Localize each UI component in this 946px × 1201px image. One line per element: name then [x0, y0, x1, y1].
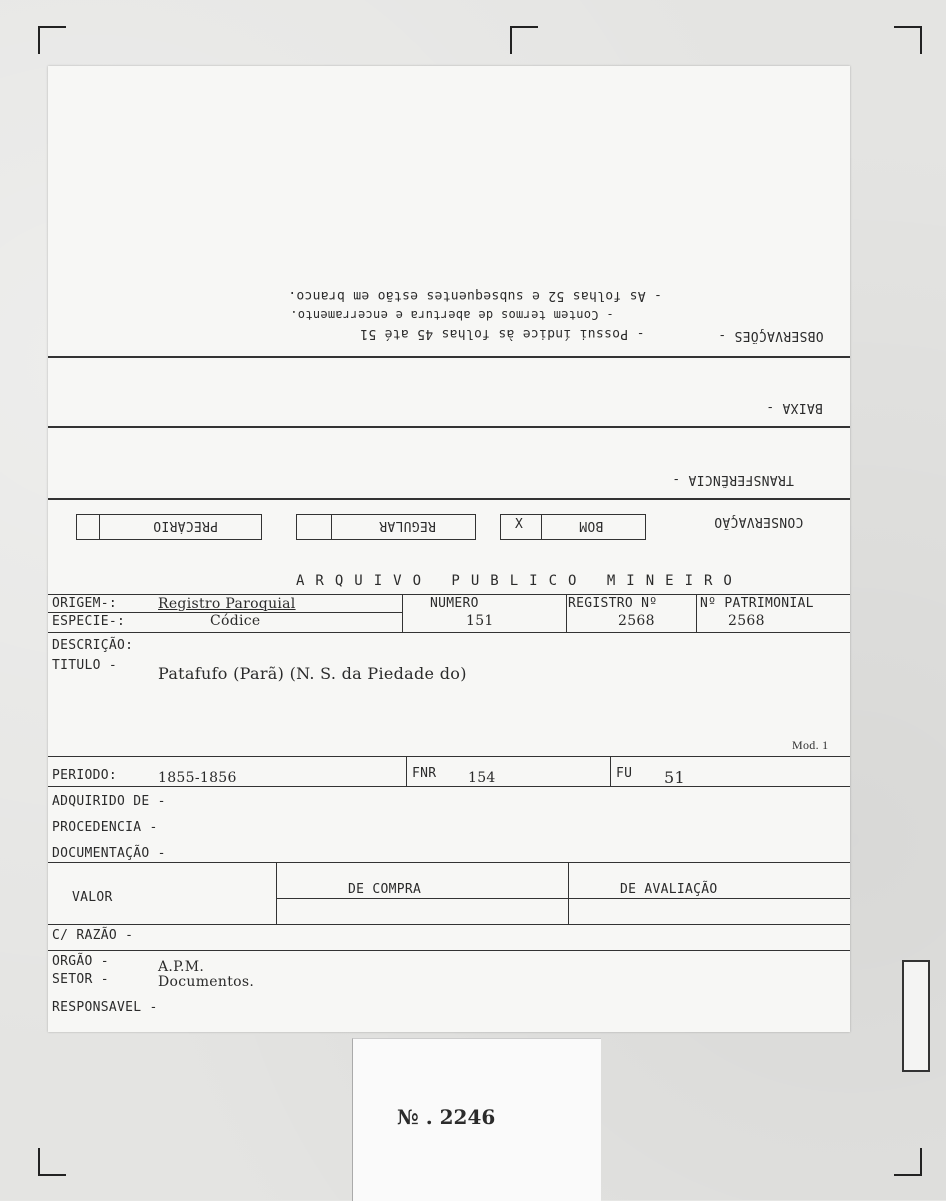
periodo-divider-2: [610, 756, 611, 786]
col-divider-1: [402, 594, 403, 632]
adquirido-label: ADQUIRIDO DE -: [52, 794, 166, 809]
observacoes-line-3: - As folhas 52 e subsequentes estão em branco.: [288, 288, 662, 303]
procedencia-label: PROCEDENCIA -: [52, 820, 158, 835]
observacoes-line-2: - Contem termos de abertura e encerramento.: [290, 308, 614, 322]
responsavel-label: RESPONSAVEL -: [52, 1000, 158, 1015]
numero-value: 151: [466, 613, 494, 629]
checkbox-precario[interactable]: [76, 514, 262, 540]
divider-descricao: [48, 756, 850, 757]
divider-transferencia: [48, 498, 850, 500]
origem-label: ORIGEM-:: [52, 596, 118, 611]
registro-label: REGISTRO Nº: [568, 596, 658, 611]
checkbox-regular[interactable]: [296, 514, 476, 540]
de-avaliacao-label: DE AVALIAÇÃO: [620, 882, 718, 897]
conservacao-label: CONSERVAÇÃO: [714, 514, 804, 529]
catalog-card: [48, 66, 850, 1032]
origem-value: Registro Paroquial: [158, 596, 296, 612]
registro-value: 2568: [618, 613, 655, 629]
col-divider-2: [566, 594, 567, 632]
crop-mark-bottom-left: [38, 1148, 66, 1176]
setor-label: SETOR -: [52, 972, 109, 987]
checkbox-bom-mark: X: [515, 517, 524, 532]
origem-underline: [48, 612, 402, 613]
header-title: ARQUIVO PUBLICO MINEIRO: [296, 573, 743, 589]
patrimonial-value: 2568: [728, 613, 765, 629]
especie-label: ESPECIE-:: [52, 614, 126, 629]
periodo-divider-1: [406, 756, 407, 786]
divider-valor: [48, 924, 850, 925]
divider-razao: [48, 950, 850, 951]
col-divider-3: [696, 594, 697, 632]
fnr-label: FNR: [412, 766, 437, 781]
fu-value: 51: [664, 768, 685, 787]
observacoes-line-1: - Possui índice às folhas 45 até 51: [360, 326, 645, 341]
valor-divider-1: [276, 862, 277, 924]
periodo-value: 1855-1856: [158, 770, 237, 786]
setor-value: Documentos.: [158, 974, 255, 990]
valor-inner-line: [276, 898, 850, 899]
divider-documentacao: [48, 862, 850, 863]
valor-divider-2: [568, 862, 569, 924]
de-compra-label: DE COMPRA: [348, 882, 422, 897]
titulo-label: TITULO -: [52, 658, 118, 673]
option-precario: PRECÁRIO: [153, 518, 219, 533]
valor-label: VALOR: [72, 890, 113, 905]
stamp-number: № . 2246: [397, 1105, 496, 1129]
transferencia-label: TRANSFERÊNCIA -: [672, 472, 794, 487]
fu-label: FU: [616, 766, 633, 781]
option-bom: BOM: [579, 518, 604, 533]
numero-label: NUMERO: [430, 596, 479, 611]
crop-mark-top-left: [38, 26, 66, 54]
documentacao-label: DOCUMENTAÇÃO -: [52, 846, 166, 861]
periodo-label: PERIODO:: [52, 768, 118, 783]
razao-label: C/ RAZÃO -: [52, 928, 134, 943]
divider-periodo: [48, 786, 850, 787]
model-number: Mod. 1: [792, 738, 829, 752]
divider-header: [48, 594, 850, 595]
divider-observacoes: [48, 356, 850, 358]
crop-mark-top-right: [894, 26, 922, 54]
option-regular: REGULAR: [379, 518, 436, 533]
side-rectangle-mark: [902, 960, 930, 1072]
observacoes-label: OBSERVAÇÕES -: [718, 328, 824, 343]
orgao-value: A.P.M.: [158, 959, 205, 975]
crop-mark-top-middle: [510, 26, 538, 54]
checkbox-bom[interactable]: [500, 514, 646, 540]
stamp-card: [352, 1038, 601, 1201]
baixa-label: BAIXA -: [766, 400, 823, 415]
fnr-value: 154: [468, 770, 496, 786]
especie-value: Códice: [210, 613, 261, 629]
orgao-label: ORGÃO -: [52, 954, 109, 969]
crop-mark-bottom-right: [894, 1148, 922, 1176]
descricao-label: DESCRIÇÃO:: [52, 638, 134, 653]
divider-row1: [48, 632, 850, 633]
patrimonial-label: Nº PATRIMONIAL: [700, 596, 814, 611]
titulo-value: Patafufo (Parã) (N. S. da Piedade do): [158, 664, 467, 683]
divider-baixa: [48, 426, 850, 428]
